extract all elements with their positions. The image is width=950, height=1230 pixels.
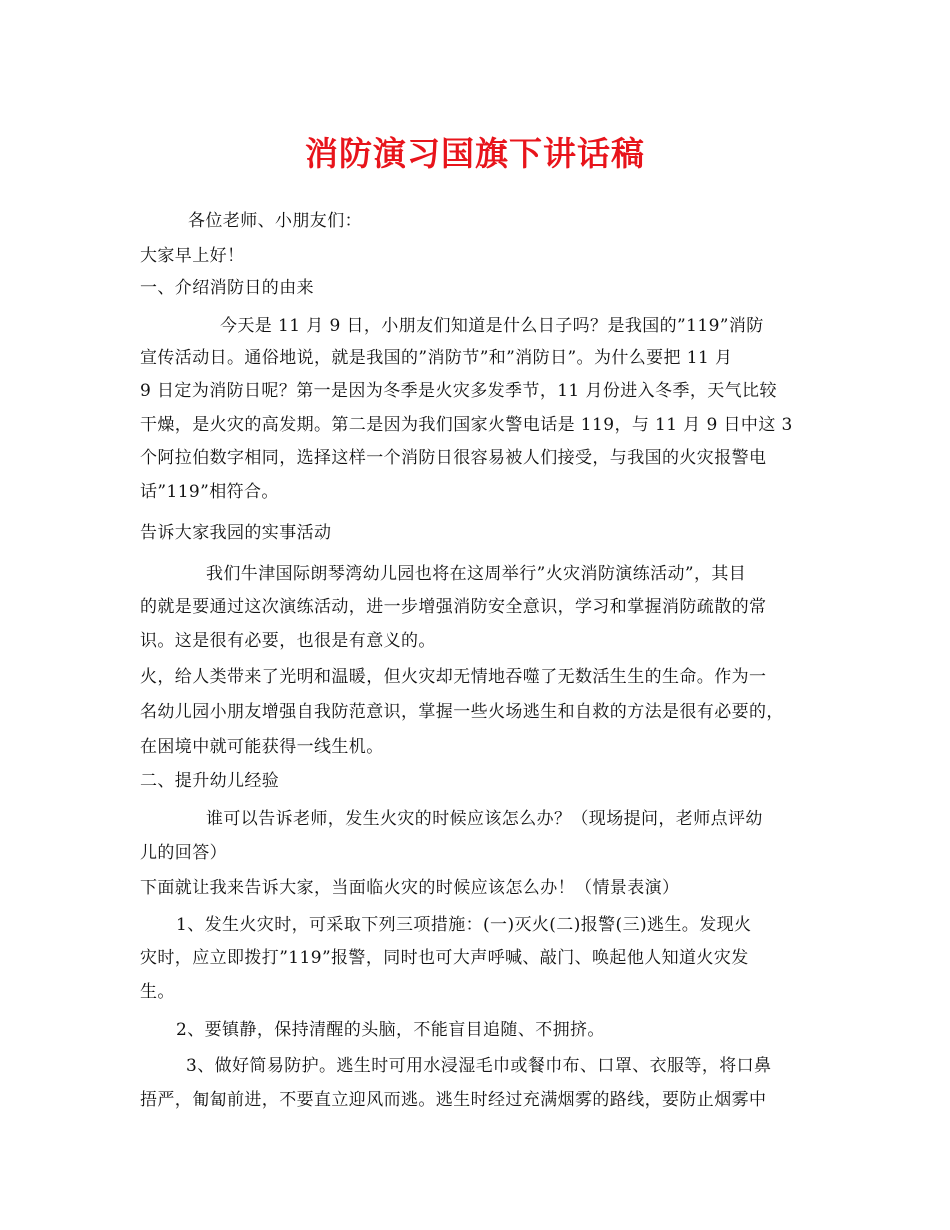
list-item-line: 3、做好简易防护。逃生时可用水浸湿毛巾或餐巾布、口罩、衣服等，将口鼻 xyxy=(186,1056,772,1076)
paragraph-line: 的就是要通过这次演练活动，进一步增强消防安全意识，学习和掌握消防疏散的常 xyxy=(140,597,767,617)
paragraph-line: 个阿拉伯数字相同，选择这样一个消防日很容易被人们接受，与我国的火灾报警电 xyxy=(140,448,767,468)
section-heading: 告诉大家我园的实事活动 xyxy=(140,523,332,543)
paragraph-line: 下面就让我来告诉大家，当面临火灾的时候应该怎么办！（情景表演） xyxy=(140,878,680,898)
list-item-line: 生。 xyxy=(140,982,175,1002)
paragraph-line: 我们牛津国际朗琴湾幼儿园也将在这周举行”火灾消防演练活动”，其目 xyxy=(206,564,747,584)
paragraph-line: 宣传活动日。通俗地说，就是我国的”消防节”和”消防日”。为什么要把 11 月 xyxy=(140,348,733,368)
paragraph-line: 名幼儿园小朋友增强自我防范意识，掌握一些火场逃生和自救的方法是很有必要的， xyxy=(140,702,784,722)
paragraph-line: 谁可以告诉老师，发生火灾的时候应该怎么办？（现场提问，老师点评幼 xyxy=(206,809,763,829)
greeting-line: 各位老师、小朋友们： xyxy=(188,211,362,231)
paragraph-line: 今天是 11 月 9 日，小朋友们知道是什么日子吗？是我国的”119”消防 xyxy=(220,316,764,336)
paragraph-line: 在困境中就可能获得一线生机。 xyxy=(140,737,384,757)
list-item-line: 捂严，匍匐前进，不要直立迎风而逃。逃生时经过充满烟雾的路线，要防止烟雾中 xyxy=(140,1090,767,1110)
greeting-line: 大家早上好！ xyxy=(140,246,245,266)
list-item-line: 灾时，应立即拨打”119”报警，同时也可大声呼喊、敲门、唤起他人知道火灾发 xyxy=(140,948,749,968)
paragraph-line: 话”119”相符合。 xyxy=(140,482,279,502)
document-title: 消防演习国旗下讲话稿 xyxy=(305,134,645,173)
list-item-line: 2、要镇静，保持清醒的头脑，不能盲目追随、不拥挤。 xyxy=(176,1020,605,1040)
section-heading: 一、介绍消防日的由来 xyxy=(140,278,314,298)
paragraph-line: 识。这是很有必要，也很是有意义的。 xyxy=(140,631,436,651)
paragraph-line: 干燥，是火灾的高发期。第二是因为我们国家火警电话是 119，与 11 月 9 日中这 3 xyxy=(140,415,793,435)
paragraph-line: 儿的回答） xyxy=(140,843,227,863)
section-heading: 二、提升幼儿经验 xyxy=(140,771,280,791)
paragraph-line: 9 日定为消防日呢？第一是因为冬季是火灾多发季节，11 月份进入冬季，天气比较 xyxy=(140,381,777,401)
list-item-line: 1、发生火灾时，可采取下列三项措施：(一)灭火(二)报警(三)逃生。发现火 xyxy=(176,915,752,935)
paragraph-line: 火，给人类带来了光明和温暖，但火灾却无情地吞噬了无数活生生的生命。作为一 xyxy=(140,667,767,687)
